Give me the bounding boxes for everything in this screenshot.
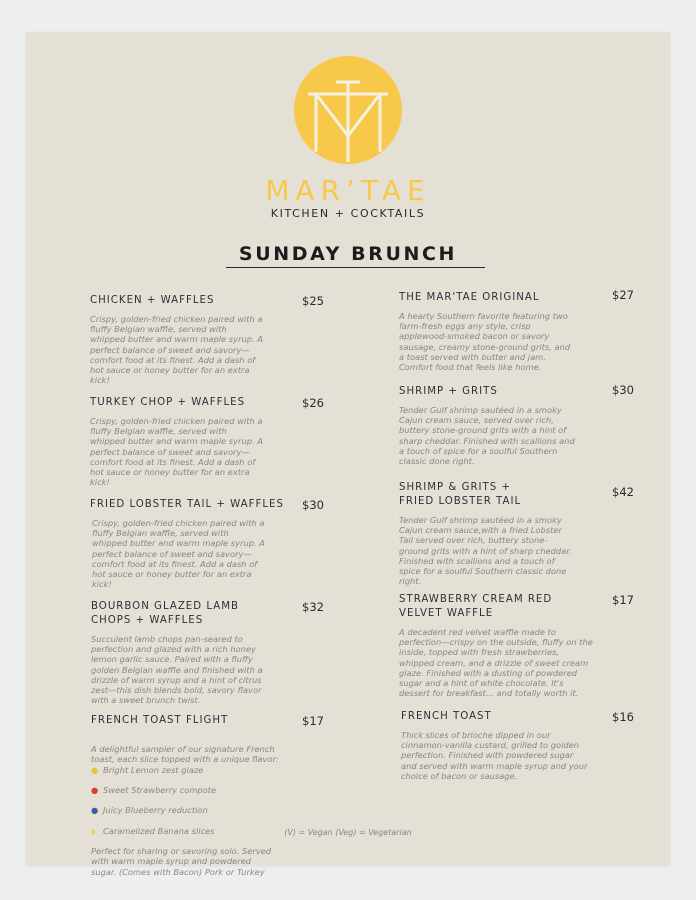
menu-item-bourbon-lamb-chops: [91, 600, 331, 705]
menu-item-red-velvet-waffle: [399, 593, 644, 698]
item-price: $30: [302, 498, 324, 512]
brand-tagline: KITCHEN + COCKTAILS: [270, 207, 426, 220]
item-price: $32: [302, 600, 324, 614]
item-description: Crispy, golden-fried chicken paired with a fluffy Belgian waffle, served with whipped butter and warm maple syrup. A perfect balance of sweet and savory— comfort food at its finest. Add a dash of hot sauce or honey butter for an extra kick!: [90, 314, 263, 386]
title-underline: [226, 267, 485, 268]
flavor-blueberry: ● Juicy Blueberry reduction: [91, 805, 208, 816]
menu-item-french-toast-flight: [91, 714, 331, 877]
lemon-icon: ●: [91, 764, 99, 775]
menu-item-shrimp-grits: [399, 385, 639, 466]
menu-item-french-toast: [401, 710, 641, 781]
item-name: BOURBON GLAZED LAMB CHOPS + WAFFLES: [91, 601, 239, 626]
flight-outro: Perfect for sharing or savoring solo. Served with warm maple syrup and powdered sugar. (Comes with Bacon) Pork or Turkey: [91, 846, 272, 877]
item-description: [91, 734, 331, 877]
item-name: FRIED LOBSTER TAIL + WAFFLES: [90, 499, 284, 510]
flight-intro: A delightful sampler of our signature French toast, each slice topped with a unique flavor:: [91, 744, 279, 765]
menu-item-chicken-waffles: [90, 294, 330, 385]
item-description: Succulent lamb chops pan-seared to perfection and glazed with a rich honey lemon garlic sauce. Paired with a fluffy golden Belgian waffle and finished with a drizzle of warm syrup and a hint of citrus zest—this dish blends bold, savory flavor with a sweet brunch twist.: [91, 634, 263, 706]
item-name: SHRIMP + GRITS: [399, 386, 498, 397]
item-price: $27: [612, 288, 634, 302]
flavor-strawberry: ● Sweet Strawberry compote: [91, 785, 217, 796]
item-price: $42: [612, 485, 634, 499]
menu-item-turkey-chop-waffles: [90, 396, 330, 487]
menu-page: [26, 32, 670, 877]
item-description: Crispy, golden-fried chicken paired with a fluffy Belgian waffle, served with whipped butter and warm maple syrup. A perfect balance of sweet and savory— comfort food at its finest. Add a dash of hot sauce or honey butter for an extra kick!: [90, 416, 263, 488]
strawberry-icon: ●: [91, 785, 99, 796]
banana-icon: ◗: [91, 825, 96, 836]
item-price: $17: [302, 714, 324, 728]
item-description: Tender Gulf shrimp sautéed in a smoky Cajun cream sauce, served over rich, buttery stone-ground grits with a hint of sharp cheddar. Finished with scallions and a touch of spice for a soulful Southern classic done right.: [399, 405, 575, 467]
flavor-banana: ◗ Caramelized Banana slices: [91, 825, 215, 836]
item-price: $26: [302, 396, 324, 410]
item-description: Crispy, golden-fried chicken paired with a fluffy Belgian waffle, served with whipped butter and warm maple syrup. A perfect balance of sweet and savory— comfort food at its finest. Add a dash of hot sauce or honey butter for an extra kick!: [92, 518, 265, 590]
item-name: TURKEY CHOP + WAFFLES: [90, 397, 246, 408]
item-name: STRAWBERRY CREAM RED VELVET WAFFLE: [399, 594, 553, 619]
item-description: Thick slices of brioche dipped in our cinnamon-vanilla custard, grilled to golden perfection. Finished with powdered sugar and served with warm maple syrup and your choice of bacon or sausage.: [401, 730, 588, 781]
item-name: SHRIMP & GRITS + FRIED LOBSTER TAIL: [399, 482, 522, 507]
item-price: $30: [612, 383, 634, 397]
item-name: FRENCH TOAST FLIGHT: [91, 715, 229, 726]
item-description: A decadent red velvet waffle made to perfection—crispy on the outside, fluffy on the inside, topped with fresh strawberries, whipped cream, and a drizzle of sweet cream glaze. Finished with a dusting of powdered sugar and a hint of white chocolate. It's dessert for breakfast… and totally worth it.: [399, 627, 593, 699]
item-description: Tender Gulf shrimp sautéed in a smoky Cajun cream sauce,with a fried Lobster Tail served over rich, buttery stone- ground grits with a hint of sharp cheddar. Finished with scallions and a touch of spice for a soulful Southern classic done right.: [399, 515, 572, 587]
brand-name: MAR’TAE: [265, 174, 431, 207]
blueberry-icon: ●: [91, 805, 99, 816]
item-price: $17: [612, 593, 634, 607]
item-name: CHICKEN + WAFFLES: [90, 295, 215, 306]
menu-item-fried-lobster-waffles: [90, 498, 335, 589]
dietary-footnote: (V) = Vegan (Veg) = Vegetarian: [284, 828, 412, 837]
item-description: A hearty Southern favorite featuring two farm-fresh eggs any style, crisp applewood-smoked bacon or savory sausage, creamy stone-ground grits, and a toast served with butter and jam. Comfort food that feels like home.: [399, 311, 571, 373]
item-name: THE MAR'TAE ORIGINAL: [399, 292, 540, 303]
item-price: $25: [302, 294, 324, 308]
menu-item-martae-original: [399, 288, 639, 373]
menu-item-shrimp-grits-lobster: [399, 481, 639, 586]
martae-logo-icon: [294, 56, 402, 164]
menu-title: SUNDAY BRUNCH: [238, 243, 458, 265]
flavor-lemon: ● Bright Lemon zest glaze: [91, 764, 204, 775]
item-price: $16: [612, 710, 634, 724]
item-name: FRENCH TOAST: [401, 711, 492, 722]
